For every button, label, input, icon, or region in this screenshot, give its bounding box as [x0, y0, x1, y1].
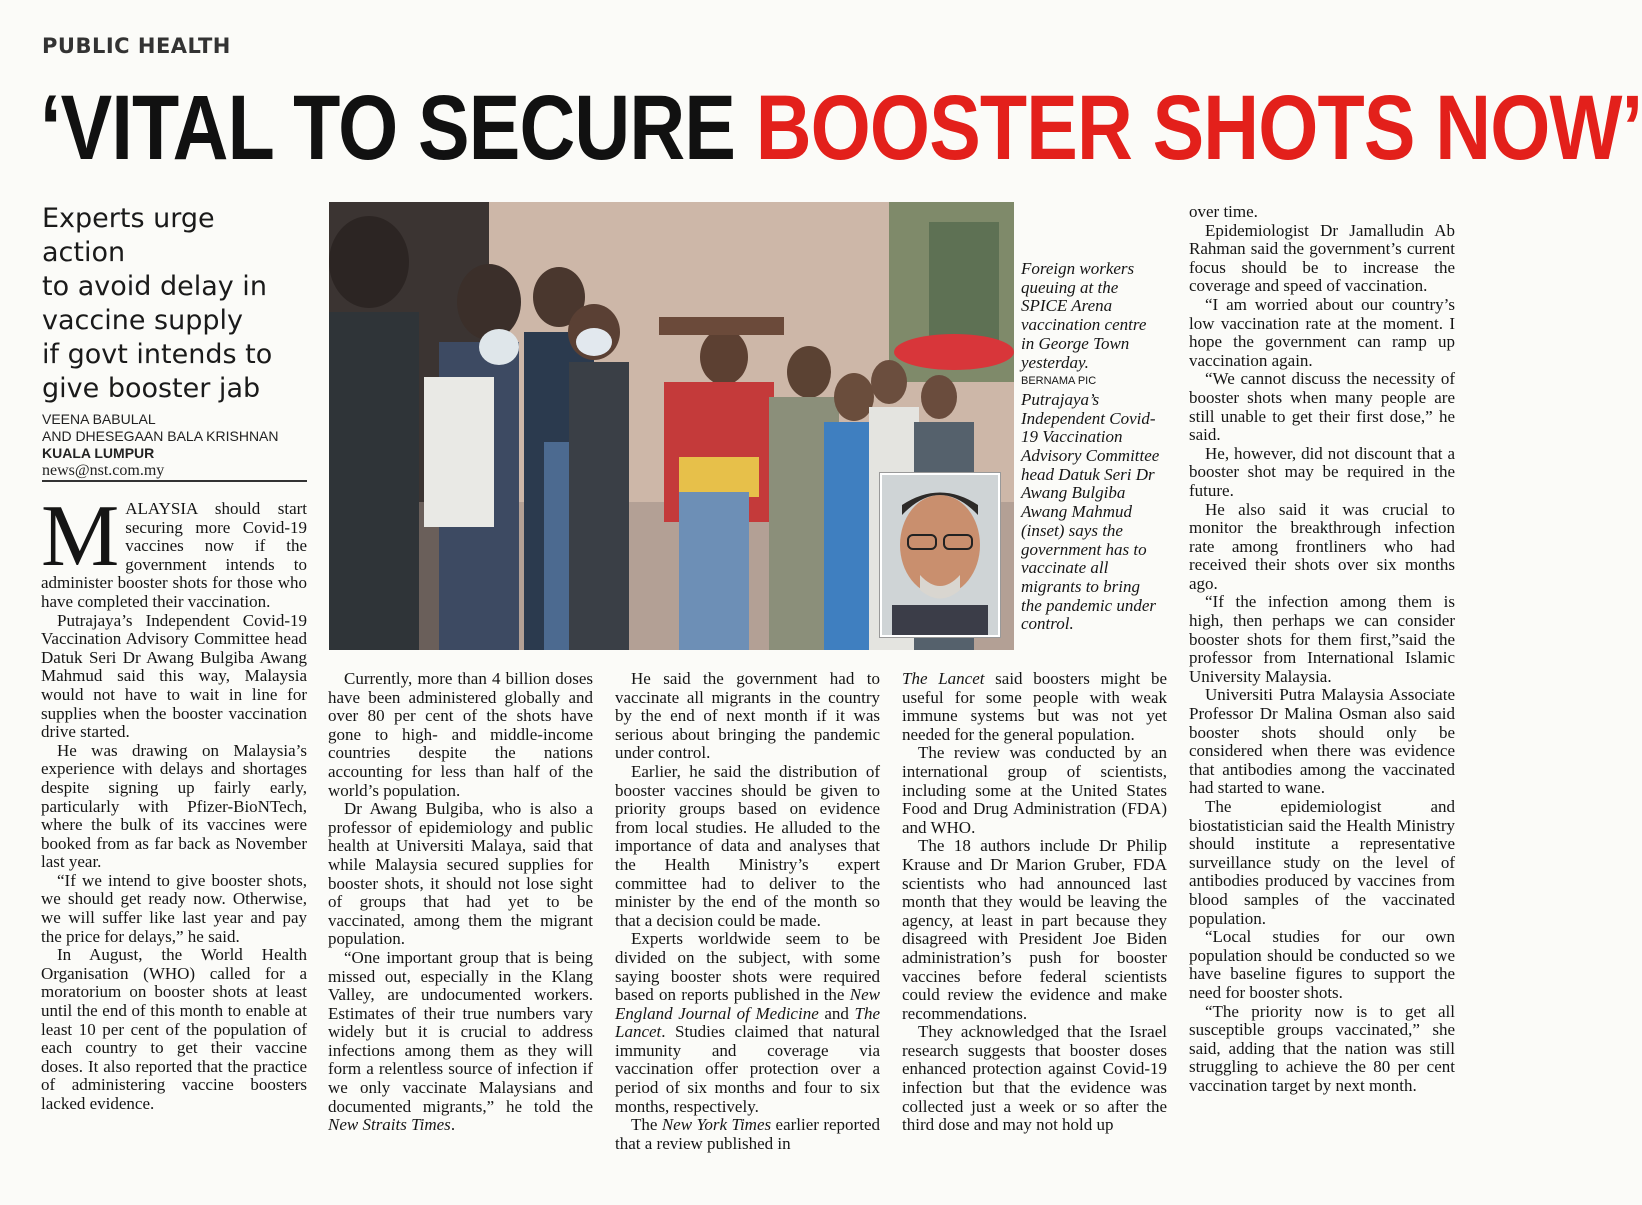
paragraph: “If we intend to give booster shots, we should get ready now. Otherwise, we will suffer like last year and pay the price for delays,” he said. — [41, 870, 307, 946]
deck: Experts urge action to avoid delay in vaccine supply if govt intends to give booster jab — [42, 203, 273, 404]
inset-portrait — [880, 473, 1000, 637]
byline-authors: VEENA BABULAL AND DHESEGAAN BALA KRISHNAN — [42, 411, 279, 444]
paragraph: In August, the World Health Organisation (WHO) called for a moratorium on booster shots at least until the end of this month to enable at least 10 per cent of the population of each country to get their vaccine doses. It also reported that the practice of administering vaccine boosters lacked evidence. — [41, 945, 307, 1113]
column-3 — [615, 670, 880, 1153]
paragraph: Universiti Putra Malaysia Associate Professor Dr Malina Osman also said booster shots should only be considered when there was evidence that antibodies among the vaccinated had started to wane. — [1189, 685, 1455, 798]
caption-text-1: Foreign workers queuing at the SPICE Arena vaccination centre in George Town yesterday. — [1021, 259, 1147, 372]
paragraph: He, however, did not discount that a booster shot may be required in the future. — [1189, 443, 1455, 500]
column-4 — [902, 670, 1167, 1135]
column-5 — [1189, 203, 1455, 1096]
column-2 — [328, 670, 593, 1135]
paragraph: Earlier, he said the distribution of booster vaccines should be given to priority groups based on evidence from local studies. He alluded to the importance of data and analyses that the Health Ministry’s expert committee had to deliver to the minister by the end of the month so that a decision could be made. — [615, 761, 880, 930]
portrait-illustration — [882, 475, 998, 635]
headline-part-black: ‘VITAL TO SECURE — [40, 77, 756, 179]
byline-rule — [42, 480, 307, 482]
paragraph: Epidemiologist Dr Jamalludin Ab Rahman said the government’s current focus should be to increase the coverage and speed of vaccination. — [1189, 220, 1455, 296]
paragraph: “One important group that is being missed out, especially in the Klang Valley, are undocumented workers. Estimates of their true numbers vary widely but it is crucial to address infections among them as they will form a relentless source of infection if we only vaccinate Malaysians and documented migrants,” he told the New Straits Times. — [328, 947, 593, 1135]
paragraph: The 18 authors include Dr Philip Krause and Dr Marion Gruber, FDA scientists who had announced last month that they would be leaving the agency, at least in part because they disagreed with President Joe Biden administration’s push for booster vaccines before federal scientists could review the evidence and make recommendations. — [902, 836, 1167, 1023]
byline — [42, 411, 312, 479]
byline-email: news@nst.com.my — [42, 462, 165, 479]
caption-text-2: Putrajaya’s Independent Covid-19 Vaccination Advisory Committee head Datuk Seri Dr Awang Bulgiba Awang Mahmud (inset) says the government has to vaccinate all migrants to bring the pandemic under control. — [1021, 389, 1160, 634]
headline — [40, 77, 1642, 179]
column-1 — [41, 488, 307, 1114]
byline-place: KUALA LUMPUR — [42, 445, 155, 461]
drop-cap: M — [41, 488, 120, 585]
photo-credit: BERNAMA PIC — [1021, 375, 1097, 388]
paragraph: The review was conducted by an international group of scientists, including some at the United States Food and Drug Administration (FDA) and WHO. — [902, 743, 1167, 837]
paragraph: He also said it was crucial to monitor the breakthrough infection rate among frontliners who had received their shots over six months ago. — [1189, 499, 1455, 593]
paragraph: MALAYSIA should start securing more Covid-19 vaccines now if the government intends to administer booster shots for those who have completed their vaccination. — [41, 488, 307, 611]
paragraph: He said the government had to vaccinate all migrants in the country by the end of next month if it was serious about bringing the pandemic under control. — [615, 669, 880, 763]
paragraph: They acknowledged that the Israel research suggests that booster doses enhanced protection against Covid-19 infection but that the evidence was collected just a week or so after the third dose and may not hold up — [902, 1022, 1167, 1135]
paragraph: “We cannot discuss the necessity of booster shots when many people are still unable to get their first dose,” he said. — [1189, 369, 1455, 445]
photo-caption — [1021, 260, 1161, 634]
paragraph: “If the infection among them is high, then perhaps we can consider booster shots for them first,”said the professor from International Islamic University Malaysia. — [1189, 592, 1455, 686]
paragraph: The Lancet said boosters might be useful for some people with weak immune systems but was not yet needed for the general population. — [902, 669, 1167, 744]
paragraph: Experts worldwide seem to be divided on the subject, with some saying booster shots were required based on reports published in the New England Journal of Medicine and The Lancet. Studies claimed that natural immunity and coverage via vaccination offer protection over a period of six months and four to six months, respectively. — [615, 929, 880, 1116]
section-label: PUBLIC HEALTH — [42, 34, 231, 58]
paragraph: Currently, more than 4 billion doses have been administered globally and over 80 per cent of the shots have gone to high- and middle-income countries despite the nations accounting for less than half of the world’s population. — [328, 669, 593, 800]
paragraph: over time. — [1189, 202, 1258, 221]
paragraph: Putrajaya’s Independent Covid-19 Vaccination Advisory Committee head Datuk Seri Dr Awang Bulgiba Awang Mahmud said this way, Malaysia would not have to wait in line for supplies when the booster vaccination drive started. — [41, 610, 307, 742]
paragraph: “Local studies for our own population should be conducted so we have baseline figures to support the need for booster shots. — [1189, 927, 1455, 1002]
paragraph: The New York Times earlier reported that a review published in — [615, 1115, 880, 1153]
paragraph: “The priority now is to get all susceptible groups vaccinated,” she said, adding that the nation was still struggling to achieve the 80 per cent vaccination target by next month. — [1189, 1001, 1455, 1095]
paragraph: He was drawing on Malaysia’s experience with delays and shortages despite signing up fairly early, particularly with Pfizer-BioNTech, where the bulk of its vaccines were booked from as far back as November last year. — [41, 740, 307, 872]
paragraph: The epidemiologist and biostatistician said the Health Ministry should institute a representative surveillance study on the level of antibodies produced by vaccines from blood samples of the vaccinated population. — [1189, 797, 1455, 928]
paragraph: “I am worried about our country’s low vaccination rate at the moment. I hope the government can ramp up vaccination again. — [1189, 294, 1455, 370]
headline-part-red: BOOSTER SHOTS NOW’ — [755, 77, 1642, 179]
paragraph: Dr Awang Bulgiba, who is also a professor of epidemiology and public health at Universiti Malaya, said that while Malaysia secured supplies for booster shots, it should not lose sight of groups that had yet to be vaccinated, among them the migrant population. — [328, 799, 593, 949]
